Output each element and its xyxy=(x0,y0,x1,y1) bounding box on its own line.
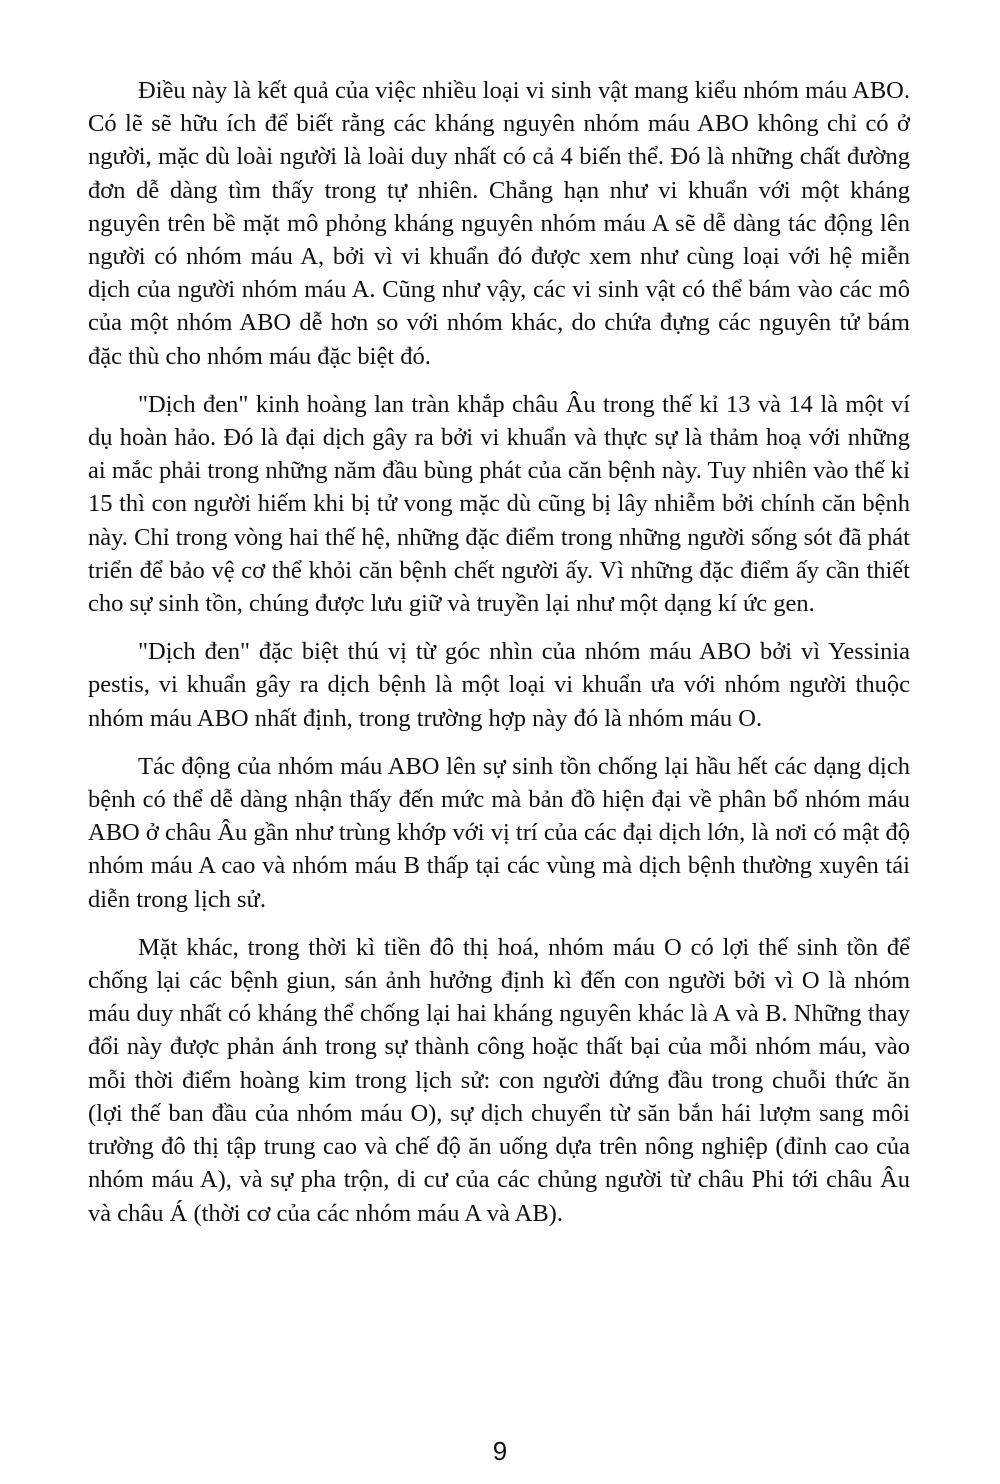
page-body xyxy=(88,74,910,1245)
page-number: 9 xyxy=(492,1436,508,1466)
paragraph-2: "Dịch đen" kinh hoàng lan tràn khắp châu Âu trong thế kỉ 13 và 14 là một ví dụ hoàn hảo. Đó là đại dịch gây ra bởi vi khuẩn và thực sự là thảm hoạ với những ai mắc phải trong những năm đầu bùng phát của căn bệnh này. Tuy nhiên vào thế kỉ 15 thì con người hiếm khi bị tử vong mặc dù cũng bị lây nhiễm bởi chính căn bệnh này. Chỉ trong vòng hai thế hệ, những đặc điểm trong những người sống sót đã phát triển để bảo vệ cơ thể khỏi căn bệnh chết người ấy. Vì những đặc điểm ấy cần thiết cho sự sinh tồn, chúng được lưu giữ và truyền lại như một dạng kí ức gen. xyxy=(88,390,910,618)
paragraph-4: Tác động của nhóm máu ABO lên sự sinh tồn chống lại hầu hết các dạng dịch bệnh có thể dễ dàng nhận thấy đến mức mà bản đồ hiện đại về phân bổ nhóm máu ABO ở châu Âu gần như trùng khớp với vị trí của các đại dịch lớn, là nơi có mật độ nhóm máu A cao và nhóm máu B thấp tại các vùng mà dịch bệnh thường xuyên tái diễn trong lịch sử. xyxy=(88,752,910,913)
paragraph-3: "Dịch đen" đặc biệt thú vị từ góc nhìn của nhóm máu ABO bởi vì Yessinia pestis, vi khuẩn gây ra dịch bệnh là một loại vi khuẩn ưa với nhóm người thuộc nhóm máu ABO nhất định, trong trường hợp này đó là nhóm máu O. xyxy=(88,638,910,732)
paragraph-5: Mặt khác, trong thời kì tiền đô thị hoá, nhóm máu O có lợi thế sinh tồn để chống lại các bệnh giun, sán ảnh hưởng định kì đến con người bởi vì O là nhóm máu duy nhất có kháng thể chống lại hai kháng nguyên khác là A và B. Những thay đổi này được phản ánh trong sự thành công hoặc thất bại của mỗi nhóm máu, vào mỗi thời điểm hoàng kim trong lịch sử: con người đứng đầu trong chuỗi thức ăn (lợi thế ban đầu của nhóm máu O), sự dịch chuyển từ săn bắn hái lượm sang môi trường đô thị tập trung cao và chế độ ăn uống dựa trên nông nghiệp (đỉnh cao của nhóm máu A), và sự pha trộn, di cư của các chủng người từ châu Phi tới châu Âu và châu Á (thời cơ của các nhóm máu A và AB). xyxy=(88,933,910,1227)
paragraph-1: Điều này là kết quả của việc nhiều loại vi sinh vật mang kiểu nhóm máu ABO. Có lẽ sẽ hữu ích để biết rằng các kháng nguyên nhóm máu ABO không chỉ có ở người, mặc dù loài người là loài duy nhất có cả 4 biến thể. Đó là những chất đường đơn dễ dàng tìm thấy trong tự nhiên. Chẳng hạn như vi khuẩn với một kháng nguyên trên bề mặt mô phỏng kháng nguyên nhóm máu A sẽ dễ dàng tác động lên người có nhóm máu A, bởi vì vi khuẩn đó được xem như cùng loại với hệ miễn dịch của người nhóm máu A. Cũng như vậy, các vi sinh vật có thể bám vào các mô của một nhóm ABO dễ hơn so với nhóm khác, do chứa đựng các nguyên tử bám đặc thù cho nhóm máu đặc biệt đó. xyxy=(88,77,910,370)
